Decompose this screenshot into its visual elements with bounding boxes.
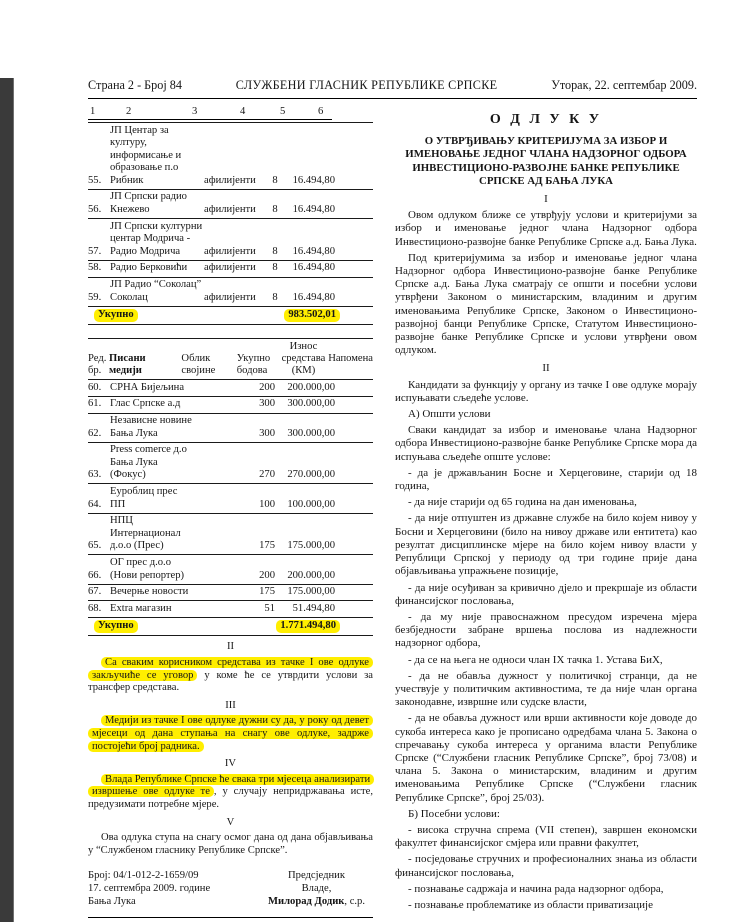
media-name: Независне новине Бања Лука (110, 415, 192, 439)
amount-value: 16.494,80 (292, 291, 335, 303)
points-value: 100 (259, 498, 275, 510)
amount-value: 300.000,00 (287, 427, 335, 439)
decision-title: О Д Л У К У (489, 112, 603, 127)
ownership-form: афилијенти (204, 262, 256, 274)
row-number: 56. (88, 204, 102, 216)
points-value: 270 (259, 469, 275, 481)
amount-value: 300.000,00 (287, 398, 335, 410)
ownership-form: афилијенти (204, 204, 256, 216)
media-name: Радио Берковићи (110, 262, 188, 274)
affiliates-table (88, 122, 373, 306)
media-name: ЈП Српски културни центар Модрича - Радио Модрича (110, 220, 203, 257)
media-name: Press comerce д.о Бања Лука (Фокус) (110, 444, 187, 481)
highlighted-text: Влада Републике Српске ће свака три мјесеца анализирати извршење ове одлуке те (88, 774, 374, 798)
signatory-title: Предсједник (288, 870, 345, 882)
paragraph: А) Општи услови (408, 408, 491, 421)
decision-subtitle: О УТВРЂИВАЊУ КРИТЕРИЈУМА ЗА ИЗБОР И ИМЕНОВАЊЕ ЈЕДНОГ ЧЛАНА НАДЗОРНОГ ОДБОРА ИНВЕСТИЦИОНО-РАЗВОЈНЕ БАНКЕ РЕПУБЛИКЕ СРПСКЕ АД БАЊА ЛУКА (405, 135, 687, 187)
points-value: 175 (259, 586, 275, 598)
points-value: 8 (272, 204, 278, 216)
amount-value: 16.494,80 (292, 245, 335, 257)
media-table (88, 379, 373, 617)
paragraph: - да је држављанин Босне и Херцеговине, старији од 18 година, (395, 466, 697, 493)
media-row (88, 442, 373, 484)
paragraph: - да се на њега не односи члан IX тачка 1. Устава БиХ, (408, 653, 663, 666)
amount-value: 270.000,00 (287, 469, 335, 481)
paragraph: - да није отпуштен из државне службе на било којем нивоу у Босни и Херцеговини (било на нивоу државе или ентитета) као резултат дисциплинске мјере на било којем нивоу власти у Републици Српској у периоду од три године прије дана објављивања упражњене позиције, (395, 512, 697, 578)
document-place: Бања Лука (88, 895, 136, 907)
amount-value: 200.000,00 (287, 569, 335, 581)
signatory-name-line (268, 896, 365, 909)
paragraph: - да не обавља дужност или врши активности које доводе до сукоба интереса како је прописано одредбама члана 5. Закона о спречавању сукоба интереса у органима власти Републике Српске (“Службени гласник Републике Српске”, број 73/08) и члана 5. Закона о министарским, владиним и другим именовањима Републике Српске (“Службени гласник Републике Српске”, број 25/03). (395, 712, 697, 804)
points-value: 8 (272, 262, 278, 274)
ownership-form: афилијенти (204, 174, 256, 186)
row-number: 60. (88, 381, 102, 393)
media-row (88, 584, 373, 601)
section-paragraph (88, 774, 373, 812)
paragraph: - да не обавља дужност у политичкој странци, да не учествује у политичким активностима, те да није члан органа законодавне, извршне или судске власти, (395, 669, 697, 709)
paragraph: - познавање проблематике из области приватизације (408, 898, 653, 911)
highlighted-text: Са сваким корисником средстава из тачке I ове одлуке закључиће се уговор (88, 657, 373, 681)
amount-value: 175.000,00 (287, 540, 335, 552)
section-numeral: V (226, 816, 235, 828)
column-number: 2 (126, 106, 132, 117)
column-number: 1 (90, 106, 96, 117)
media-row (88, 600, 373, 617)
total-amount: 983.502,01 (284, 309, 340, 322)
row-number: 57. (88, 245, 102, 257)
media-name: ЈП Радио “Соколац” Соколац (110, 279, 202, 303)
total-label: Укупно (94, 620, 138, 633)
section-numeral: II (542, 362, 550, 375)
header-total-points: Укупно бодова (236, 353, 271, 377)
paragraph: - да није старији од 65 година на дан именовања, (408, 496, 637, 509)
paragraph: Б) Посебни услови: (408, 807, 500, 820)
row-number: 62. (88, 427, 102, 439)
media-total-row (88, 617, 373, 637)
affiliate-row (88, 122, 373, 189)
paragraph: Под критеријумима за избор и именовање једног члана Надзорног одбора Инвестиционо-развојне банке Републике Српске а.д. Бања Лука сматрају се општи и посебни услови утврђени Законом о министарским, владиним и другим именовањима Републике Српске, Законом о Инвестиционо-развојној банци Републике Српске, Статутом Инвестиционо-развојне банке Републике Српске и услови утврђени овом одлуком. (395, 251, 697, 357)
amount-value: 200.000,00 (287, 381, 335, 393)
section-numeral: IV (224, 758, 237, 770)
points-value: 300 (259, 427, 275, 439)
affiliate-row (88, 189, 373, 218)
table-gap (88, 325, 373, 338)
paragraph: Овом одлуком ближе се утврђују услови и критеријуми за избор и именовање једног члана Надзорног одбора Инвестиционо-развојне банке Републике Српске а.д. Бања Лука. (395, 209, 697, 248)
media-name: ЈП Центар за културу, информисање и образовање п.о Рибник (110, 124, 182, 186)
row-number: 67. (88, 586, 102, 598)
header-amount-km: Износ средстава (КМ) (281, 341, 326, 377)
header-note: Напомена (328, 353, 374, 365)
document-number: Број: 04/1-012-2-1659/09 (88, 870, 199, 882)
page-header (88, 78, 697, 99)
paragraph: - да му није правоснажном пресудом изречена мјера безбједности забране вршења послова из надлежности надзорног одбора, (395, 610, 697, 650)
points-value: 51 (264, 602, 275, 614)
media-name: Глас Српске а.д (110, 398, 181, 410)
media-row (88, 483, 373, 512)
media-row (88, 379, 373, 396)
signature-block (88, 870, 373, 918)
total-amount: 1.771.494,80 (276, 620, 340, 633)
affiliate-row (88, 260, 373, 277)
document-date: 17. септембра 2009. године (88, 882, 211, 894)
affiliate-row (88, 218, 373, 260)
affiliate-row (88, 277, 373, 306)
media-name: Extra магазин (110, 602, 172, 614)
row-number: 55. (88, 174, 102, 186)
section-paragraph (88, 832, 373, 857)
points-value: 8 (272, 174, 278, 186)
signatory-name: Милорад Додик (268, 895, 345, 907)
section-numeral: II (226, 641, 235, 653)
issue-date: Уторак, 22. септембар 2009. (551, 78, 697, 92)
gazette-title: СЛУЖБЕНИ ГЛАСНИК РЕПУБЛИКЕ СРПСКЕ (235, 78, 498, 92)
column-number: 3 (192, 106, 198, 117)
amount-value: 100.000,00 (287, 498, 335, 510)
media-row (88, 396, 373, 413)
row-number: 65. (88, 540, 102, 552)
paragraph: - да није осуђиван за кривично дјело и прекршаје из области финансијског пословања, (395, 581, 697, 607)
amount-value: 175.000,00 (287, 586, 335, 598)
left-column (88, 106, 373, 918)
row-number: 63. (88, 469, 102, 481)
row-number: 66. (88, 569, 102, 581)
decision-sections (88, 641, 373, 857)
media-name: СРНА Бијељина (110, 381, 185, 393)
total-label: Укупно (94, 309, 138, 322)
right-column (395, 106, 697, 915)
media-name: ОГ прес д.о.о (Нови репортер) (110, 556, 185, 581)
row-number: 64. (88, 498, 102, 510)
column-number: 5 (280, 106, 286, 117)
header-row-number: Ред. бр. (88, 353, 107, 377)
points-value: 8 (272, 291, 278, 303)
paragraph: - посједовање стручних и професионалних знања из области финансијског пословања, (395, 853, 697, 879)
viewer-dark-margin (0, 78, 14, 922)
media-row (88, 413, 373, 442)
row-number: 61. (88, 398, 102, 410)
page-number: Страна 2 - Број 84 (88, 78, 182, 92)
points-value: 200 (259, 381, 275, 393)
amount-value: 16.494,80 (292, 262, 335, 274)
amount-value: 51.494,80 (292, 602, 335, 614)
affiliates-total-row (88, 306, 373, 326)
row-number: 58. (88, 262, 102, 274)
row-number: 59. (88, 291, 102, 303)
decision-body (395, 193, 697, 912)
media-table-header (88, 338, 373, 379)
signatory-office: Владе, (301, 882, 332, 894)
paragraph: - познавање садржаја и начина рада надзорног одбора, (408, 882, 664, 895)
row-number: 68. (88, 602, 102, 614)
amount-value: 16.494,80 (292, 174, 335, 186)
body-text: , у случају непридржавања исте, предузимати потребне мјере. (88, 786, 373, 810)
paragraph: Кандидати за функцију у органу из тачке I ове одлуке морају испуњавати сљедеће услове. (395, 378, 697, 404)
section-numeral: I (544, 193, 548, 206)
table-column-numbers (88, 106, 332, 120)
header-print-media: Писани медији (108, 353, 146, 377)
ownership-form: афилијенти (204, 291, 256, 303)
column-number: 6 (318, 106, 324, 117)
header-ownership-form: Облик својине (181, 353, 216, 377)
signatory-suffix: , с.р. (344, 895, 365, 907)
media-name: ЈП Српски радио Кнежево (110, 191, 187, 216)
points-value: 175 (259, 540, 275, 552)
section-paragraph (88, 657, 373, 695)
highlighted-text: Медији из тачке I ове одлуке дужни су да, у року од девет мјесеци од дана ступања на снагу ове одлуке, задрже постојећи број радника. (88, 715, 373, 751)
gazette-page (14, 78, 750, 918)
points-value: 200 (259, 569, 275, 581)
media-name: НПЦ Интернационал д.о.о (Прес) (110, 515, 181, 552)
paragraph: Сваки кандидат за избор и именовање члана Надзорног одбора Инвестиционо-развојне банке Републике Српске мора да испуњава сљедеће опште услове: (395, 424, 697, 463)
section-numeral: III (225, 699, 236, 711)
media-name: Еуроблиц прес ПП (110, 485, 178, 510)
two-column-layout (88, 106, 697, 918)
paragraph: - висока стручна спрема (VII степен), завршен економски факултет финансијског смјера или правни факултет, (395, 823, 697, 850)
signatory (268, 870, 365, 908)
points-value: 8 (272, 245, 278, 257)
body-text: у коме ће се утврдити услови за трансфер средстава. (88, 669, 374, 694)
column-number: 4 (240, 106, 246, 117)
section-paragraph (88, 715, 373, 753)
signature-reference (88, 870, 210, 908)
ownership-form: афилијенти (204, 245, 256, 257)
points-value: 300 (259, 398, 275, 410)
amount-value: 16.494,80 (292, 204, 335, 216)
media-name: Вечерње новости (110, 586, 189, 598)
media-row (88, 513, 373, 555)
body-text: Ова одлука ступа на снагу осмог дана од дана објављивања у “Службеном гласнику Републике Српске”. (88, 832, 373, 856)
media-row (88, 554, 373, 583)
